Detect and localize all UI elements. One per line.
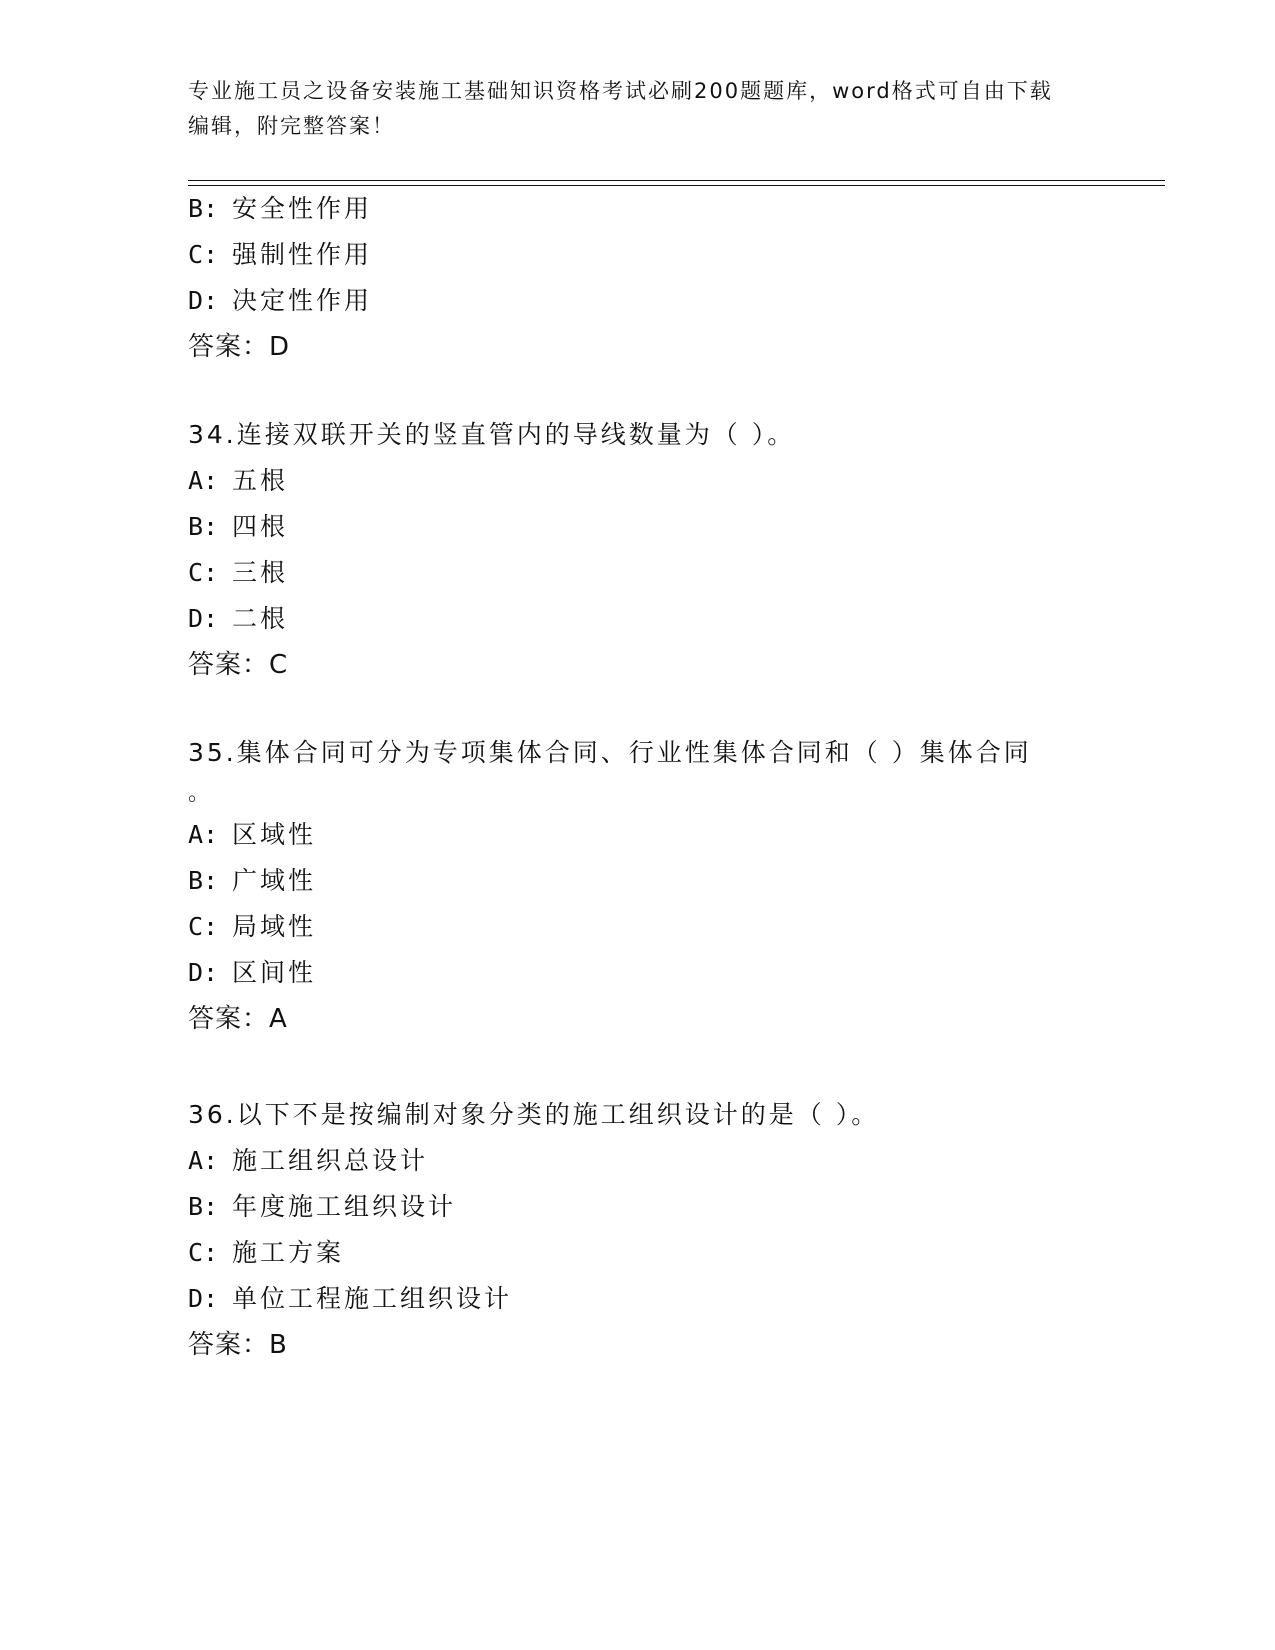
option-text: 五根	[232, 466, 289, 495]
question-text: 36.以下不是按编制对象分类的施工组织设计的是（ ）。	[188, 1100, 880, 1129]
question-36	[188, 1092, 1088, 1368]
option-text: 二根	[232, 604, 289, 633]
question-text-continuation: 。	[188, 781, 211, 806]
question-33-tail	[188, 186, 1088, 370]
header-rule-top	[188, 180, 1165, 181]
option-d	[188, 950, 1088, 996]
option-letter: D:	[188, 604, 219, 633]
option-text: 单位工程施工组织设计	[232, 1284, 513, 1313]
option-letter: C:	[188, 1238, 219, 1267]
question-34	[188, 412, 1088, 688]
option-text: 三根	[232, 558, 289, 587]
option-letter: B:	[188, 194, 219, 223]
option-letter: B:	[188, 512, 219, 541]
option-c	[188, 550, 1088, 596]
question-text: 34.连接双联开关的竖直管内的导线数量为（ ）。	[188, 420, 796, 449]
option-b	[188, 858, 1088, 904]
option-text: 四根	[232, 512, 289, 541]
option-letter: C:	[188, 912, 219, 941]
option-letter: D:	[188, 286, 219, 315]
option-letter: A:	[188, 1146, 219, 1175]
question-text: 35.集体合同可分为专项集体合同、行业性集体合同和（ ）集体合同	[188, 738, 1032, 767]
option-c	[188, 232, 1088, 278]
document-header: 专业施工员之设备安装施工基础知识资格考试必刷200题题库，word格式可自由下载编辑，附完整答案！	[188, 79, 1053, 138]
option-d	[188, 278, 1088, 324]
option-text: 施工方案	[232, 1238, 345, 1267]
option-b	[188, 1184, 1088, 1230]
answer: 答案：B	[188, 1330, 288, 1360]
option-letter: C:	[188, 240, 219, 269]
option-letter: A:	[188, 820, 219, 849]
option-letter: A:	[188, 466, 219, 495]
option-b	[188, 186, 1088, 232]
question-35	[188, 730, 1088, 1042]
option-text: 施工组织总设计	[232, 1146, 429, 1175]
option-text: 区域性	[232, 820, 317, 849]
option-text: 强制性作用	[232, 240, 373, 269]
option-text: 广域性	[232, 866, 317, 895]
option-d	[188, 596, 1088, 642]
option-a	[188, 1138, 1088, 1184]
option-letter: D:	[188, 1284, 219, 1313]
option-letter: B:	[188, 1192, 219, 1221]
option-a	[188, 458, 1088, 504]
option-b	[188, 504, 1088, 550]
option-letter: C:	[188, 558, 219, 587]
option-letter: D:	[188, 958, 219, 987]
option-text: 安全性作用	[232, 194, 373, 223]
option-d	[188, 1276, 1088, 1322]
option-text: 决定性作用	[232, 286, 373, 315]
answer: 答案：A	[188, 1004, 288, 1034]
option-a	[188, 812, 1088, 858]
answer: 答案：C	[188, 650, 289, 680]
option-text: 区间性	[232, 958, 317, 987]
option-c	[188, 1230, 1088, 1276]
option-letter: B:	[188, 866, 219, 895]
option-text: 局域性	[232, 912, 317, 941]
option-c	[188, 904, 1088, 950]
option-text: 年度施工组织设计	[232, 1192, 457, 1221]
answer: 答案：D	[188, 332, 291, 362]
